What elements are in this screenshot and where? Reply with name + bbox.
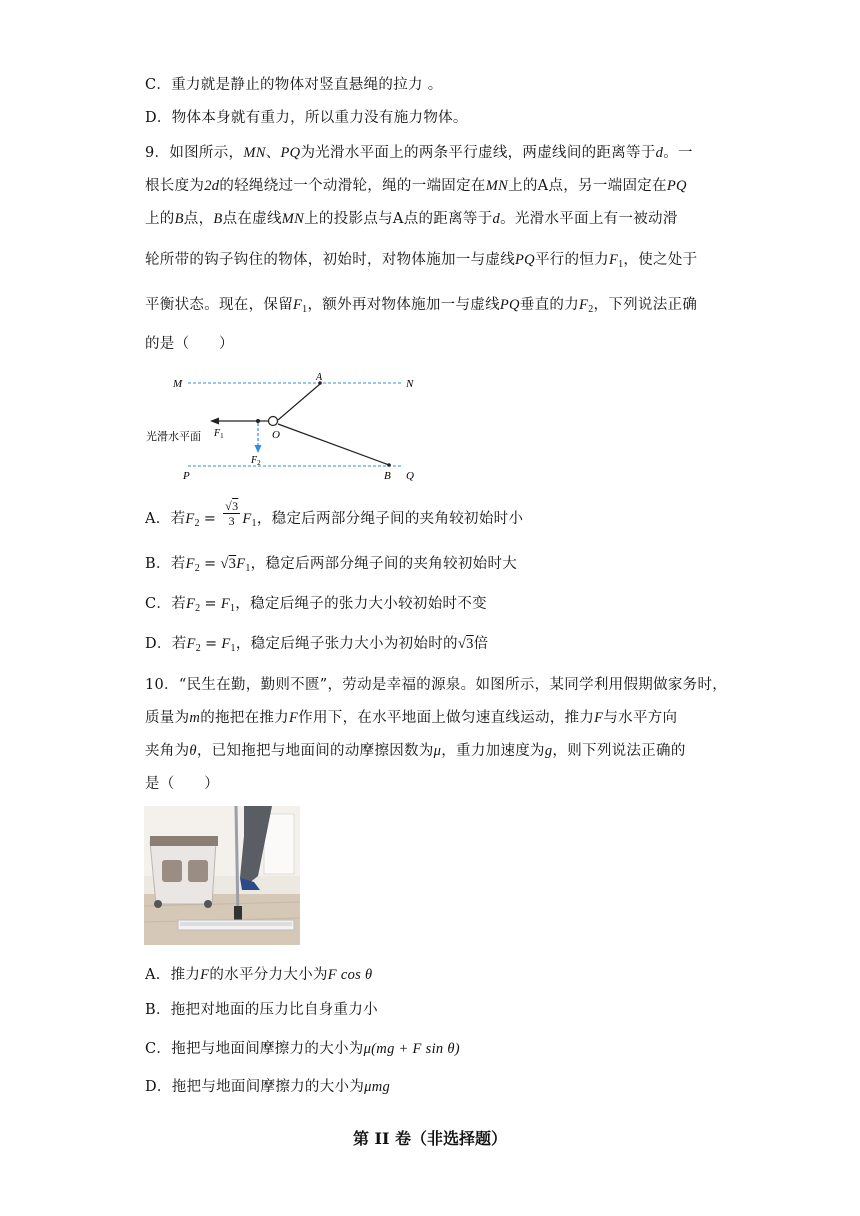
pulley [269,417,278,426]
q10-option-a: A．推力F的水平分力大小为F cos θ [145,967,373,983]
q9-option-d: D．若$F_2 = F_1$，稳定后绳子张力大小为初始时的√3倍 [145,636,489,654]
label-a: A [316,372,323,383]
q10-stem-line-3: 夹角为θ，已知拖把与地面间的动摩擦因数为μ，重力加速度为g，则下列说法正确的 [145,743,686,759]
q9-diagram [140,368,430,488]
rope-ob [278,424,389,465]
section-title: 第 II 卷（非选择题） [352,1129,508,1148]
label-f2: $F_2$ [251,455,261,467]
q9-option-c: C．若$F_2 = F_1$，稳定后绳子的张力大小较初始时不变 [145,596,487,614]
q10-stem-line-1: 10．“民生在勤，勤则不匮”，劳动是幸福的源泉。如图所示，某同学利用假期做家务时， [145,677,728,693]
label-o: O [272,429,280,441]
q9-stem-line-3: 上的B点，B点在虚线MN上的投影点与A点的距离等于d。光滑水平面上有一被动滑 [145,211,678,227]
f1-arrowhead [210,418,219,425]
q9-stem-line-4: 轮所带的钩子钩住的物体，初始时，对物体施加一与虚线PQ平行的恒力$F_1$，使之处于 [145,252,698,270]
q9-option-b: B．若$F_2 = √3F_1$，稳定后两部分绳子间的夹角较初始时大 [145,556,518,574]
q10-option-c: C．拖把与地面间摩擦力的大小为μ(mg + F sin θ) [145,1041,460,1057]
label-q: Q [406,470,414,482]
q10-option-d: D．拖把与地面间摩擦力的大小为μmg [145,1079,391,1095]
q9-option-a: A．若$F_2$ = $\frac{√3}{3}$ $F_1$，稳定后两部分绳子间的夹角较初始时小 [145,498,524,529]
object-point [256,419,260,423]
f2-arrowhead [255,445,262,453]
label-surface: 光滑水平面 [146,430,201,443]
point-b [387,463,391,467]
label-p: P [183,470,190,482]
q8-option-d: D．物体本身就有重力，所以重力没有施力物体。 [145,110,468,126]
label-m: M [173,378,183,390]
label-b: B [384,470,391,482]
q9-stem-line-6: 的是（ ） [145,336,234,352]
q9-stem-line-1: 9．如图所示，MN、PQ为光滑水平面上的两条平行虚线，两虚线间的距离等于d。一 [145,145,693,161]
q8-option-c: C．重力就是静止的物体对竖直悬绳的拉力 。 [145,77,443,93]
rope-oa [278,384,320,420]
q10-stem-line-2: 质量为m的拖把在推力F作用下，在水平地面上做匀速直线运动，推力F与水平方向 [145,710,678,726]
q9-stem-line-2: 根长度为2d的轻绳绕过一个动滑轮，绳的一端固定在MN上的A点，另一端固定在PQ [145,178,687,194]
q10-option-b: B．拖把对地面的压力比自身重力小 [145,1002,378,1018]
q10-stem-line-4: 是（ ） [145,776,219,792]
label-n: N [406,378,414,390]
label-f1: $F_1$ [214,428,224,440]
mop-photo [144,806,300,945]
q9-stem-line-5: 平衡状态。现在，保留$F_1$，额外再对物体施加一与虚线PQ垂直的力$F_2$，下列说法正确 [145,297,698,315]
